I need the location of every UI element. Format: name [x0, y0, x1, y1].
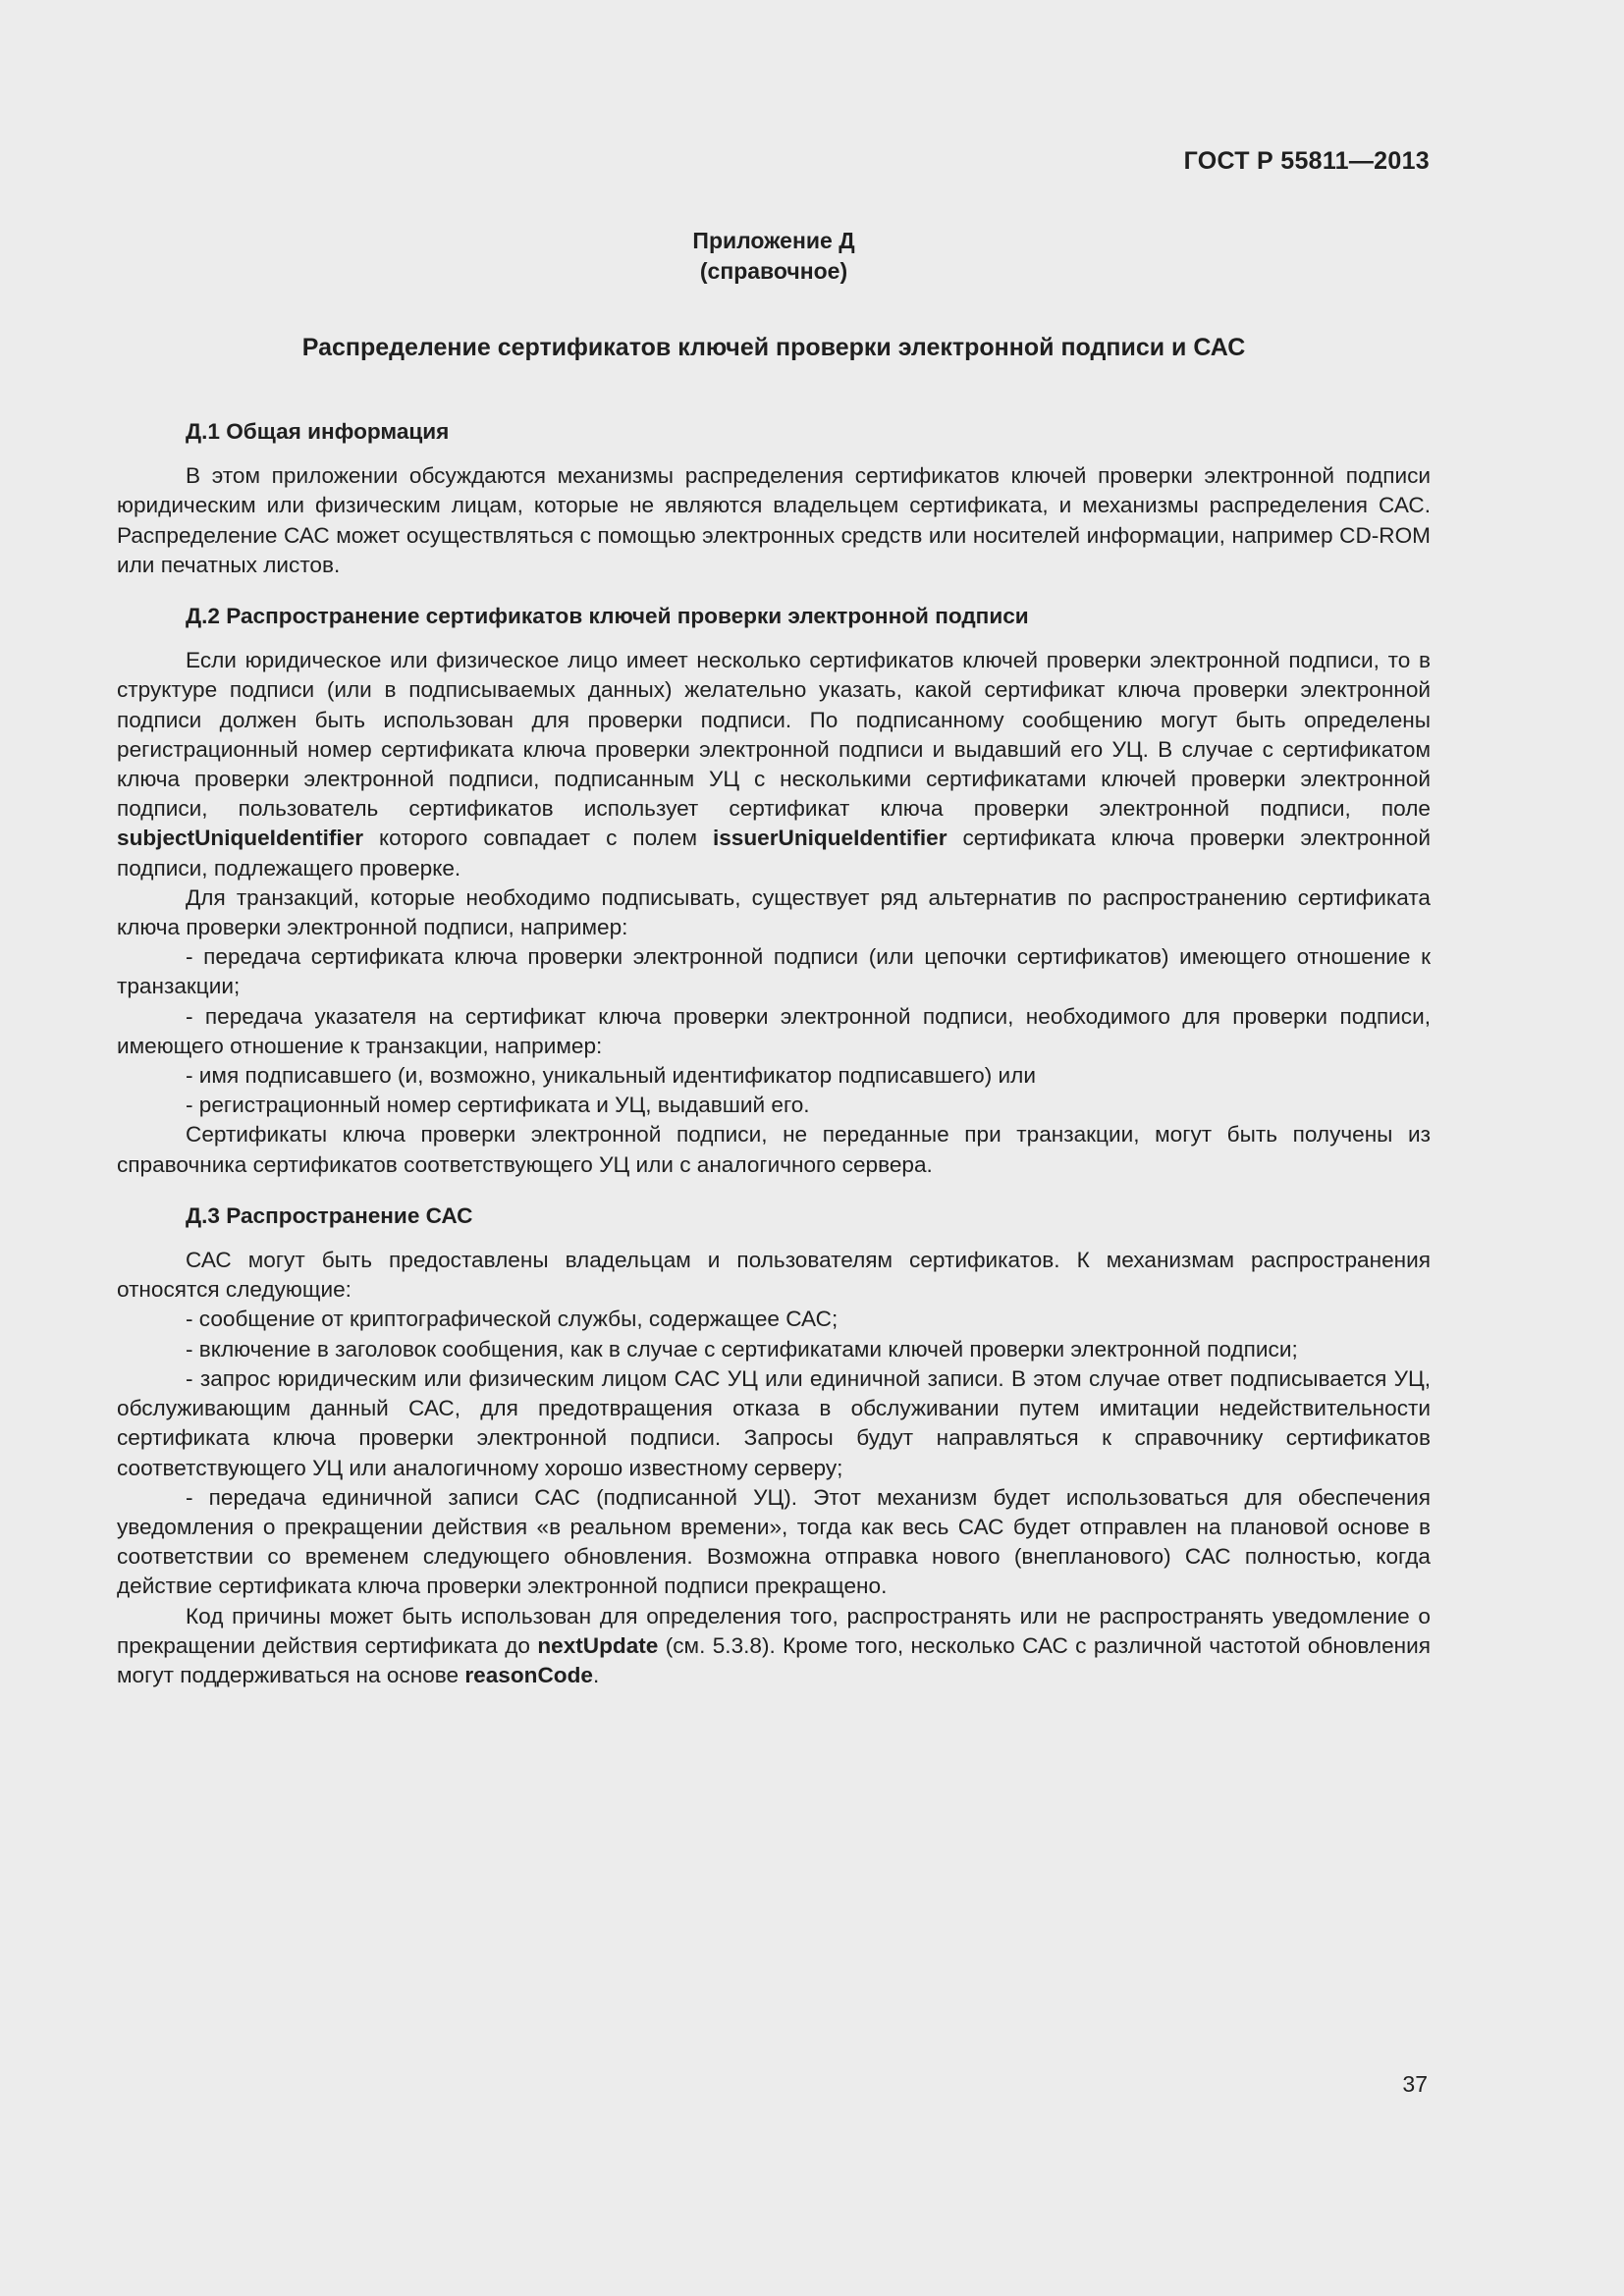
list-item: - передача указателя на сертификат ключа проверки электронной подписи, необходимого для проверки подписи, имеющего отношение к транзакции, например: — [117, 1003, 1431, 1058]
paragraph: Сертификаты ключа проверки электронной подписи, не переданные при транзакции, могут быть получены из справочника сертификатов соответствующего УЦ или с аналогичного сервера. — [117, 1122, 1431, 1177]
section-cac-distribution — [117, 1201, 1431, 1690]
document-code: ГОСТ Р 55811—2013 — [1183, 147, 1430, 175]
paragraph: В этом приложении обсуждаются механизмы распределения сертификатов ключей проверки электронной подписи юридическим или физическим лицам, которые не являются владельцем сертификата, и механизмы распределения САС. Распределение САС может осуществляться с помощью электронных средств или носителей информации, например CD-ROM или печатных листов. — [117, 463, 1431, 577]
paragraph-text: (см. 5.3.8). Кроме того, несколько САС с различной частотой обновления могут поддерживаться на основе — [117, 1632, 1431, 1687]
appendix-subtitle: (справочное) — [699, 258, 848, 284]
paragraph-text: Если юридическое или физическое лицо имеет несколько сертификатов ключей проверки электронной подписи, то в структуре подписи (или в подписываемых данных) желательно указать, какой сертификат ключа проверки электронной подписи должен быть использован для проверки подписи. По подписанному сообщению могут быть определены регистрационный номер сертификата ключа проверки электронной подписи и выдавший его УЦ. В случае с сертификатом ключа проверки электронной подписи, подписанным УЦ с несколькими сертификатами ключей проверки электронной подписи, пользователь сертификатов использует сертификат ключа проверки электронной подписи, поле — [117, 648, 1431, 822]
page-number: 37 — [1402, 2071, 1428, 2097]
appendix-heading — [0, 226, 1547, 287]
list-item: - передача единичной записи САС (подписанной УЦ). Этот механизм будет использоваться для обеспечения уведомления о прекращении действия «в реальном времени», тогда как весь САС будет отправлен на плановой основе в соответствии со временем следующего обновления. Возможна отправка нового (внепланового) САС полностью, когда действие сертификата ключа проверки электронной подписи прекращено. — [117, 1484, 1431, 1599]
list-item: - регистрационный номер сертификата и УЦ, выдавший его. — [186, 1093, 810, 1118]
list-item: - имя подписавшего (и, возможно, уникальный идентификатор подписавшего) или — [186, 1063, 1036, 1089]
paragraph-text: Код причины может быть использован для определения того, распространять или не распространять уведомление о прекращении действия сертификата до — [117, 1603, 1431, 1658]
document-body — [117, 417, 1431, 1712]
list-item: - включение в заголовок сообщения, как в случае с сертификатами ключей проверки электронной подписи; — [186, 1336, 1298, 1362]
list-item: - передача сертификата ключа проверки электронной подписи (или цепочки сертификатов) имеющего отношение к транзакции; — [117, 944, 1431, 999]
section-heading: Д.1 Общая информация — [186, 419, 450, 444]
paragraph-text: которого совпадает с полем — [363, 826, 713, 851]
section-heading: Д.2 Распространение сертификатов ключей проверки электронной подписи — [186, 604, 1029, 629]
paragraph: Для транзакций, которые необходимо подписывать, существует ряд альтернатив по распространению сертификата ключа проверки электронной подписи, например: — [117, 884, 1431, 940]
section-certificate-distribution — [117, 602, 1431, 1180]
list-item: - запрос юридическим или физическим лицом САС УЦ или единичной записи. В этом случае ответ подписывается УЦ, обслуживающим данный САС, для предотвращения отказа в обслуживании путем имитации недействительности сертификата ключа проверки электронной подписи. Запросы будут направляться к справочнику сертификатов соответствующего УЦ или аналогичному хорошо известному серверу; — [117, 1365, 1431, 1480]
field-name-next-update: nextUpdate — [537, 1632, 659, 1658]
document-title: Распределение сертификатов ключей проверки электронной подписи и САС — [301, 334, 1246, 361]
field-name-reason-code: reasonCode — [464, 1662, 593, 1687]
paragraph-text: сертификата ключа проверки электронной подписи, подлежащего проверке. — [117, 826, 1431, 881]
field-name-subject-unique-identifier: subjectUniqueIdentifier — [117, 826, 364, 851]
section-general-info — [117, 417, 1431, 580]
appendix-title: Приложение Д — [692, 228, 855, 253]
paragraph: САС могут быть предоставлены владельцам и пользователям сертификатов. К механизмам распространения относятся следующие: — [117, 1248, 1431, 1303]
paragraph — [117, 1602, 1431, 1691]
paragraph — [117, 646, 1431, 883]
field-name-issuer-unique-identifier: issuerUniqueIdentifier — [712, 826, 947, 851]
list-item: - сообщение от криптографической службы, содержащее САС; — [186, 1307, 839, 1332]
paragraph-text: . — [592, 1662, 600, 1687]
section-heading: Д.3 Распространение САС — [186, 1202, 473, 1228]
